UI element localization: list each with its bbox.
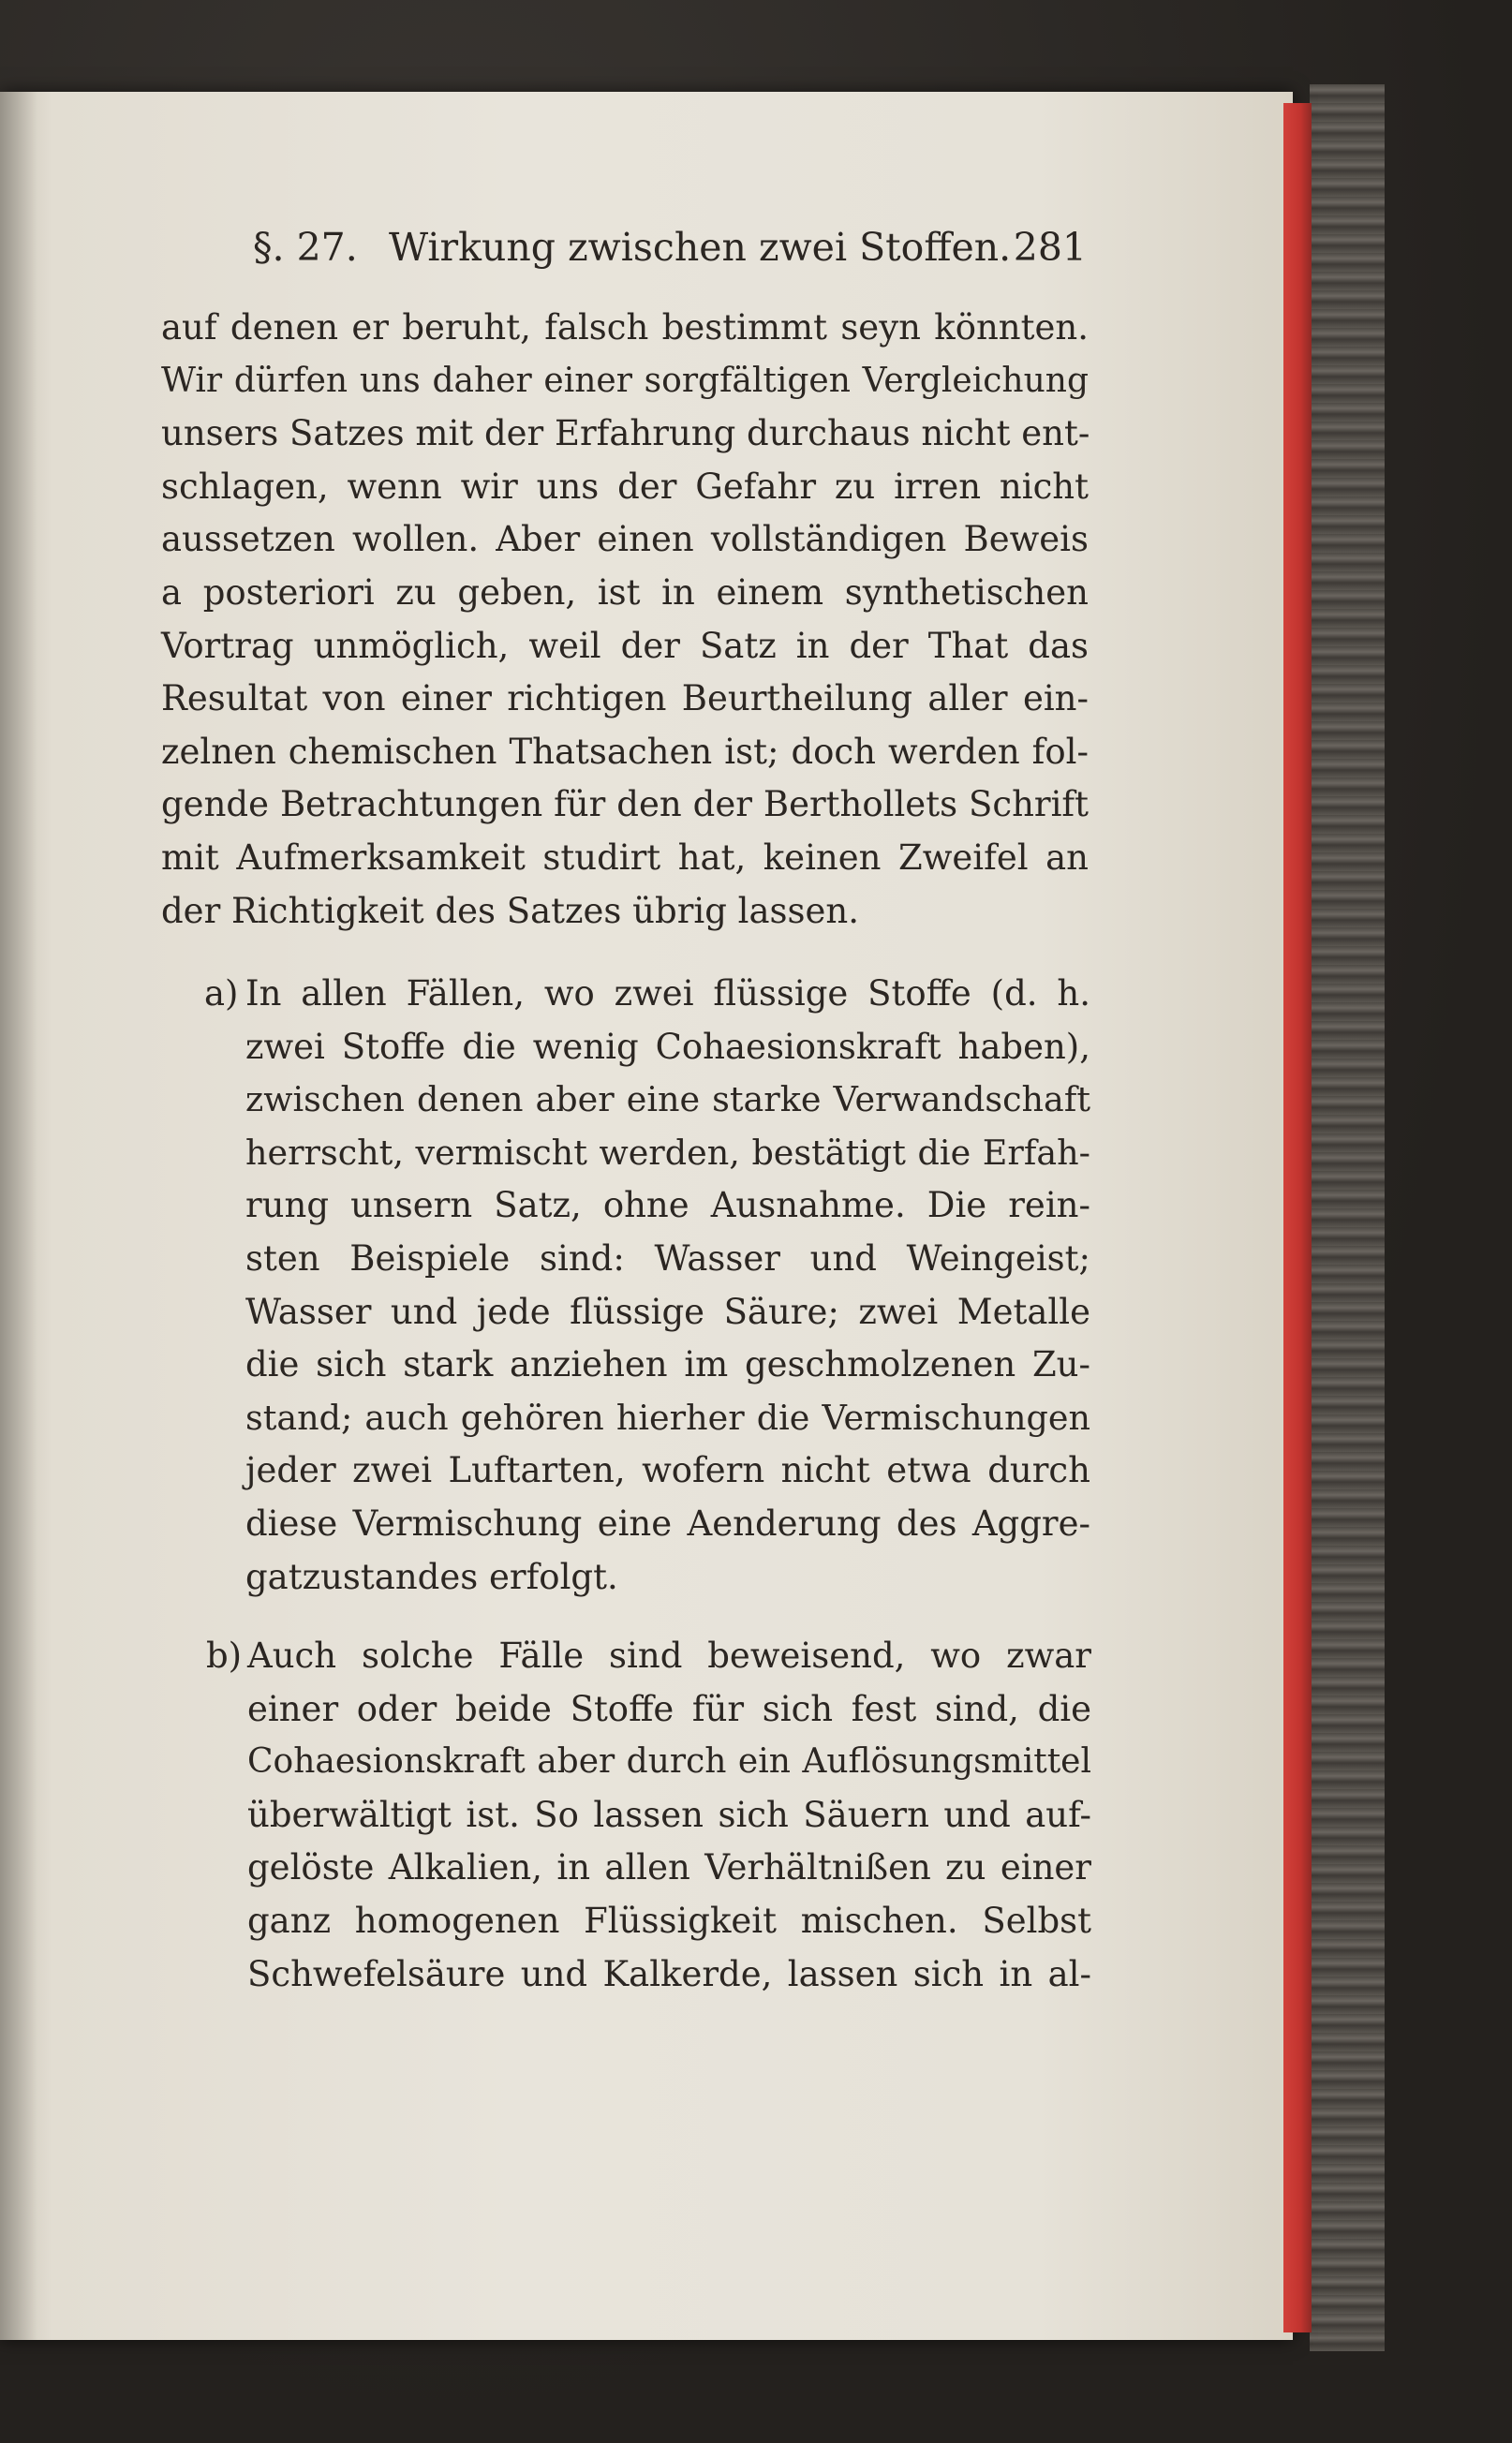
text-line: rung unsern Satz, ohne Ausnahme. Die rein-	[245, 1185, 1090, 1226]
red-page-edge	[1283, 103, 1312, 2332]
text-line: gatzustandes erfolgt.	[245, 1556, 618, 1597]
list-item-b	[206, 1630, 1091, 2001]
text-line: herrscht, vermischt werden, bestätigt die Erfah-	[245, 1132, 1090, 1173]
text-line: auf denen er beruht, falsch bestimmt seyn könnten.	[161, 307, 1089, 348]
text-line: aussetzen wollen. Aber einen vollständigen Beweis	[161, 519, 1089, 560]
text-line: Auch solche Fälle sind beweisend, wo zwar	[247, 1636, 1091, 1676]
section-number: §. 27.	[253, 225, 358, 270]
text-line: zelnen chemischen Thatsachen ist; doch werden fol-	[161, 731, 1089, 772]
text-line: überwältigt ist. So lassen sich Säuern und auf-	[247, 1794, 1091, 1835]
item-label-b: b)	[206, 1636, 243, 1676]
text-line: Schwefelsäure und Kalkerde, lassen sich in al-	[247, 1953, 1091, 1994]
text-line: zwischen denen aber eine starke Verwandschaft	[245, 1079, 1090, 1120]
text-line: diese Vermischung eine Aenderung des Aggre-	[245, 1503, 1090, 1544]
text-line: a posteriori zu geben, ist in einem synthetischen	[161, 571, 1089, 613]
text-line: zwei Stoffe die wenig Cohaesionskraft haben),	[245, 1026, 1090, 1067]
page-number: 281	[1013, 225, 1087, 270]
text-line: In allen Fällen, wo zwei flüssige Stoffe (d. h.	[245, 973, 1090, 1014]
text-line: Cohaesionskraft aber durch ein Auflösungsmittel	[247, 1742, 1091, 1782]
text-line: Vortrag unmöglich, weil der Satz in der That das	[161, 625, 1089, 666]
text-line: unsers Satzes mit der Erfahrung durchaus nicht ent-	[161, 413, 1090, 454]
text-line: Resultat von einer richtigen Beurtheilung aller ein-	[161, 678, 1089, 719]
running-header	[253, 225, 1087, 281]
list-item-a	[204, 968, 1090, 1604]
running-title: Wirkung zwischen zwei Stoffen.	[389, 225, 1012, 270]
book-block-edge	[1310, 84, 1385, 2351]
text-line: einer oder beide Stoffe für sich fest sind, die	[247, 1688, 1091, 1729]
text-line: jeder zwei Luftarten, wofern nicht etwa durch	[245, 1450, 1090, 1491]
text-line: Wasser und jede flüssige Säure; zwei Metalle	[245, 1291, 1090, 1332]
text-line: gende Betrachtungen für den der Berthollets Schrift	[161, 784, 1089, 825]
item-label-a: a)	[204, 973, 239, 1014]
text-line: Wir dürfen uns daher einer sorgfältigen Vergleichung	[161, 361, 1089, 400]
main-paragraph	[161, 302, 1089, 938]
spine-shadow	[0, 92, 37, 2340]
text-line: stand; auch gehören hierher die Vermischungen	[245, 1397, 1090, 1438]
text-line: gelöste Alkalien, in allen Verhältnißen zu einer	[247, 1847, 1091, 1888]
text-line: der Richtigkeit des Satzes übrig lassen.	[161, 890, 860, 931]
text-line: ganz homogenen Flüssigkeit mischen. Selbst	[247, 1900, 1091, 1941]
text-line: die sich stark anziehen im geschmolzenen Zu-	[245, 1344, 1090, 1385]
text-line: schlagen, wenn wir uns der Gefahr zu irren nicht	[161, 466, 1089, 507]
text-line: mit Aufmerksamkeit studirt hat, keinen Zweifel an	[161, 837, 1089, 878]
text-line: sten Beispiele sind: Wasser und Weingeist;	[245, 1237, 1090, 1279]
